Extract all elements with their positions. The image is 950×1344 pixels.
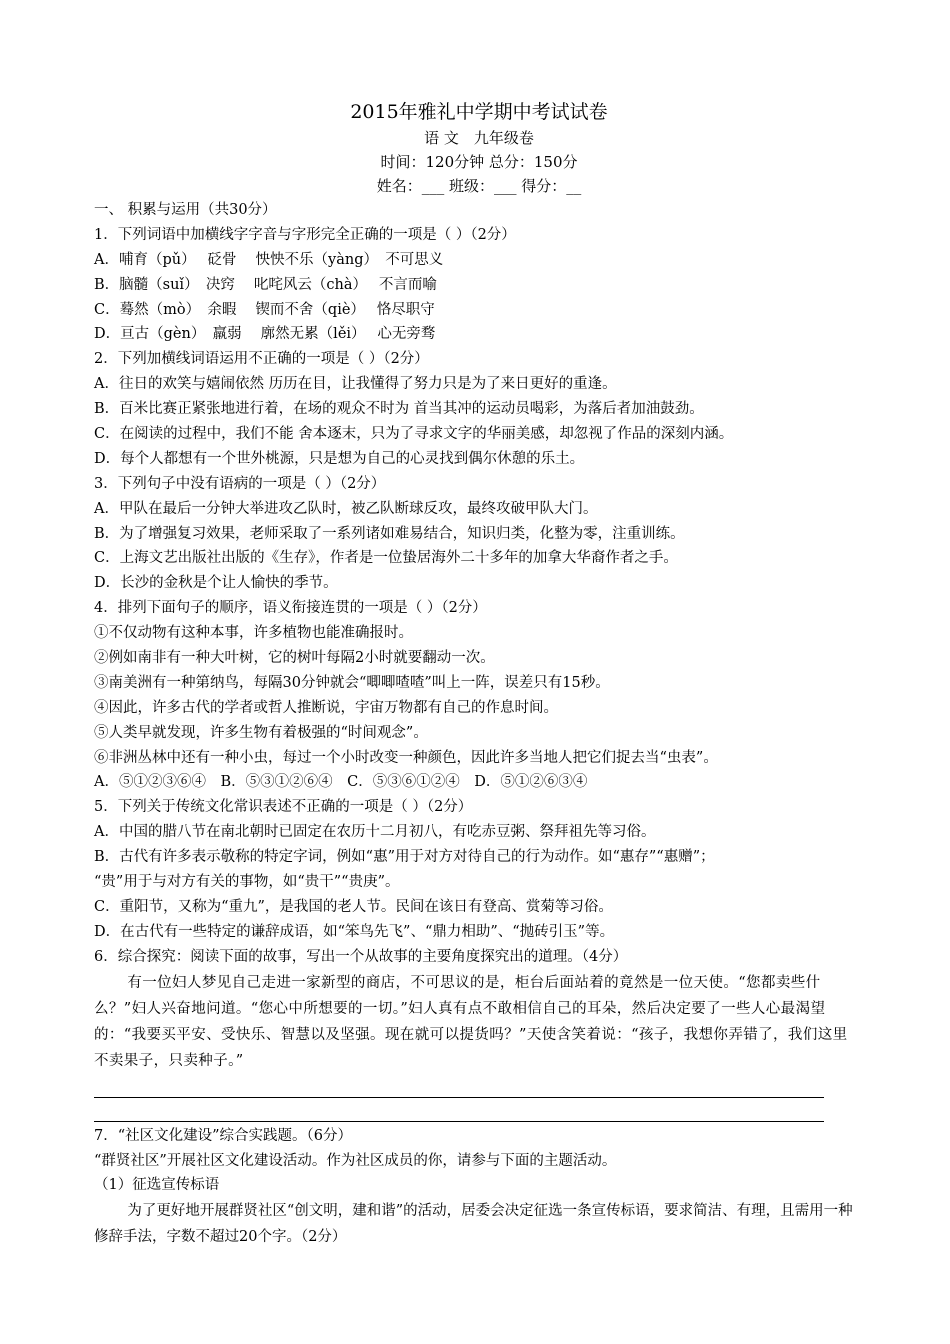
q5-option-c: C．重阳节，又称为“重九”，是我国的老人节。民间在该日有登高、赏菊等习俗。 [94, 898, 613, 915]
q1-option-a: A．哺育（pǔ） 砭骨 怏怏不乐（yàng） 不可思义 [94, 251, 444, 268]
q4-sentence-1: ①不仅动物有这种本事，许多植物也能准确报时。 [94, 625, 413, 642]
q1-option-b: B．脑髓（suǐ） 决窍 叱咤风云（chà） 不言而喻 [94, 276, 437, 293]
section-heading: 一、 积累与运用（共30分） [94, 202, 277, 218]
exam-title: 2015年雅礼中学期中考试试卷 [350, 101, 608, 123]
q7-sub1-text: 为了更好地开展群贤社区“创文明，建和谐”的活动，居委会决定征选一条宣传标语，要求简洁、有理，且需用一种修辞手法，字数不超过20个字。（2分） [94, 1203, 853, 1246]
q4-stem: 4．排列下面句子的顺序，语义衔接连贯的一项是（ ）（2分） [94, 600, 487, 617]
q4-sentence-3: ③南美洲有一种第纳鸟，每隔30分钟就会“唧唧喳喳”叫上一阵，误差只有15秒。 [94, 674, 610, 691]
q6-stem: 6．综合探究：阅读下面的故事，写出一个从故事的主要角度探究出的道理。（4分） [94, 948, 628, 965]
q5-option-d: D．在古代有一些特定的谦辞成语，如“笨鸟先飞”、“鼎力相助”、“抛砖引玉”等。 [94, 923, 615, 940]
q3-option-d: D．长沙的金秋是个让人愉快的季节。 [94, 575, 338, 592]
q2-option-c: C．在阅读的过程中，我们不能 舍本逐末，只为了寻求文字的华丽美感，却忽视了作品的深刻内涵。 [94, 426, 734, 443]
q4-sentence-6: ⑥非洲丛林中还有一种小虫，每过一个小时改变一种颜色，因此许多当地人把它们捉去当“虫表”。 [94, 749, 718, 766]
q3-option-b: B．为了增强复习效果，老师采取了一系列诸如难易结合，知识归类，化整为零，注重训练。 [94, 525, 685, 542]
q7-intro: “群贤社区”开展社区文化建设活动。作为社区成员的你，请参与下面的主题活动。 [94, 1152, 617, 1169]
q4-sentence-5: ⑤人类早就发现，许多生物有着极强的“时间观念”。 [94, 724, 428, 741]
time-score: 时间：120分钟 总分：150分 [380, 153, 578, 171]
q2-option-a: A．往日的欢笑与嬉闹依然 历历在目，让我懂得了努力只是为了来日更好的重逢。 [94, 376, 617, 393]
q7-stem: 7．“社区文化建设”综合实践题。（6分） [94, 1127, 353, 1144]
q1-option-c: C．蓦然（mò） 余暇 锲而不舍（qiè） 恪尽职守 [94, 301, 435, 318]
q2-option-b: B．百米比赛正紧张地进行着，在场的观众不时为 首当其冲的运动员喝彩，为落后者加油鼓劲。 [94, 401, 704, 418]
q3-stem: 3．下列句子中没有语病的一项是（ ）（2分） [94, 475, 386, 492]
q7-block [94, 1124, 864, 1199]
q1-stem: 1．下列词语中加横线字字音与字形完全正确的一项是（ ）（2分） [94, 226, 516, 243]
q5-option-b-cont: “贵”用于与对方有关的事物，如“贵干”“贵庚”。 [94, 874, 400, 891]
q3-option-c: C．上海文艺出版社出版的《生存》，作者是一位蛰居海外二十多年的加拿大华裔作者之手。 [94, 550, 678, 567]
q5-stem: 5．下列关于传统文化常识表述不正确的一项是（ ）（2分） [94, 799, 473, 816]
q2-stem: 2．下列加横线词语运用不正确的一项是（ ）（2分） [94, 351, 429, 368]
q2-option-d: D．每个人都想有一个世外桃源，只是想为自己的心灵找到偶尔休憩的乐土。 [94, 450, 585, 467]
q4-options: A．⑤①②③⑥④ B．⑤③①②⑥④ C．⑤③⑥①②④ D．⑤①②⑥③④ [94, 774, 588, 791]
q5-option-b: B．古代有许多表示敬称的特定字词，例如“惠”用于对方对待自己的行为动作。如“惠存”“惠赠”； [94, 849, 715, 866]
answer-line-1[interactable] [94, 1074, 824, 1098]
q6-passage: 有一位妇人梦见自己走进一家新型的商店，不可思议的是，柜台后面站着的竟然是一位天使。“您都卖些什么？”妇人兴奋地问道。“您心中所想要的一切。”妇人真有点不敢相信自己的耳朵，然后决定要了一些人心最渴望的：“我要买平安、受快乐、智慧以及坚强。现在就可以提货吗？”天使含笑着说：“孩子，我想你弄错了，我们这里不卖果子，只卖种子。” [94, 974, 848, 1069]
exam-subtitle: 语 文 九年级卷 [424, 129, 534, 147]
q7-sub1-title: （1）征选宣传标语 [94, 1177, 220, 1194]
q4-sentence-4: ④因此，许多古代的学者或哲人推断说，宇宙万物都有自己的作息时间。 [94, 699, 558, 716]
student-info: 姓名：___ 班级：___ 得分：__ [376, 177, 582, 195]
q5-option-a: A．中国的腊八节在南北朝时已固定在农历十二月初八，有吃赤豆粥、祭拜祖先等习俗。 [94, 824, 656, 841]
q1-option-d: D．亘古（gèn） 羸弱 廓然无累（lěi） 心无旁骛 [94, 326, 436, 343]
answer-line-2[interactable] [94, 1098, 824, 1122]
q4-sentence-2: ②例如南非有一种大叶树，它的树叶每隔2小时就要翻动一次。 [94, 650, 495, 667]
question-list [94, 198, 864, 970]
q3-option-a: A．甲队在最后一分钟大举进攻乙队时，被乙队断球反攻，最终攻破甲队大门。 [94, 500, 598, 517]
exam-page [94, 98, 864, 1250]
